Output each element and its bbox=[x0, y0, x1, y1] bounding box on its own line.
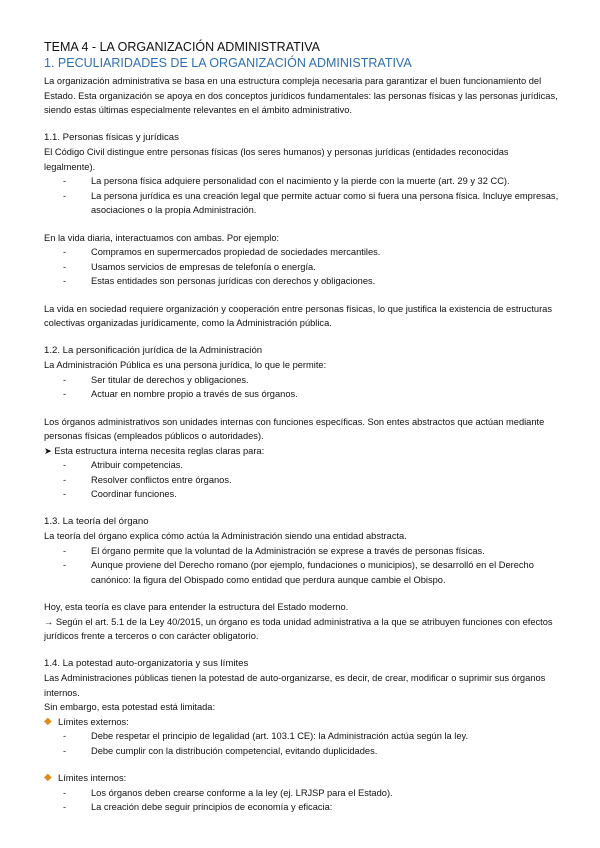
subsection-heading-1-2: 1.2. La personificación jurídica de la Administración bbox=[44, 344, 263, 356]
list-item: - Resolver conflictos entre órganos. bbox=[63, 474, 232, 485]
intro-line-3: siendo estas últimas especialmente relevantes en el ámbito administrativo. bbox=[44, 105, 352, 115]
paragraph: La teoría del órgano explica cómo actúa la Administración siendo una entidad abstracta. bbox=[44, 531, 407, 541]
paragraph: En la vida diaria, interactuamos con ambas. Por ejemplo: bbox=[44, 232, 280, 243]
paragraph: colectivas organizadas jurídicamente, como la Administración pública. bbox=[44, 318, 332, 328]
paragraph: → Según el art. 5.1 de la Ley 40/2015, un órgano es toda unidad administrativa a la que se atribuyen funciones con efectos bbox=[44, 616, 553, 627]
list-item: - Debe respetar el principio de legalidad (art. 103.1 CE): la Administración actúa según la ley. bbox=[63, 731, 469, 741]
list bbox=[44, 373, 560, 402]
list bbox=[44, 458, 560, 502]
list-item: - El órgano permite que la voluntad de la Administración se exprese a través de personas físicas. bbox=[63, 545, 485, 556]
list bbox=[44, 174, 560, 218]
list-item: ◆ Límites externos: bbox=[44, 715, 560, 730]
list-item: - La persona física adquiere personalidad con el nacimiento y la pierde con la muerte (art. 29 y 32 CC). bbox=[63, 176, 510, 186]
paragraph: jurídicos frente a terceros o con carácter obligatorio. bbox=[44, 631, 259, 641]
document-title: TEMA 4 - LA ORGANIZACIÓN ADMINISTRATIVA bbox=[44, 40, 320, 54]
list bbox=[44, 729, 560, 758]
intro-line-2: Estado. Esta organización se apoya en dos conceptos jurídicos fundamentales: las personas físicas y las personas jurídicas, bbox=[44, 90, 558, 101]
list-item: - Los órganos deben crearse conforme a la ley (ej. LRJSP para el Estado). bbox=[63, 787, 393, 798]
arrow-note: ➤ Esta estructura interna necesita reglas claras para: bbox=[44, 445, 265, 456]
limits-list bbox=[44, 715, 560, 730]
list-item: ◆ Límites internos: bbox=[44, 771, 560, 786]
subsection-heading-1-1: 1.1. Personas físicas y jurídicas bbox=[44, 131, 179, 143]
subsection-heading-1-3: 1.3. La teoría del órgano bbox=[44, 515, 149, 527]
list-item: - Estas entidades son personas jurídicas con derechos y obligaciones. bbox=[63, 276, 376, 286]
section-heading-1: 1. PECULIARIDADES DE LA ORGANIZACIÓN ADMINISTRATIVA bbox=[44, 56, 412, 70]
list-item: - Aunque proviene del Derecho romano (por ejemplo, fundaciones o municipios), se desarrolló en el Derecho bbox=[63, 560, 534, 570]
list-item: - La creación debe seguir principios de economía y eficacia: bbox=[63, 802, 333, 812]
list bbox=[44, 245, 560, 289]
paragraph: Hoy, esta teoría es clave para entender la estructura del Estado moderno. bbox=[44, 602, 349, 612]
paragraph: Las Administraciones públicas tienen la potestad de auto-organizarse, es decir, de crear, modificar o suprimir sus órganos bbox=[44, 673, 546, 683]
paragraph: El Código Civil distingue entre personas físicas (los seres humanos) y personas jurídicas (entidades reconocidas legalmente). bbox=[44, 147, 509, 172]
paragraph: Los órganos administrativos son unidades internas con funciones específicas. Son entes abstractos que actúan mediante bbox=[44, 416, 545, 427]
list-item: - Coordinar funciones. bbox=[63, 489, 177, 499]
list-item: - Compramos en supermercados propiedad de sociedades mercantiles. bbox=[63, 247, 381, 257]
list-item: - Atribuir competencias. bbox=[63, 460, 183, 470]
list-item: - La persona jurídica es una creación legal que permite actuar como si fuera una persona física. Incluye empresas, bbox=[63, 190, 559, 201]
list-item: - Actuar en nombre propio a través de sus órganos. bbox=[63, 389, 298, 399]
subsection-heading-1-4: 1.4. La potestad auto-organizatoria y sus límites bbox=[44, 657, 249, 669]
list-item: - Debe cumplir con la distribución competencial, evitando duplicidades. bbox=[63, 745, 378, 756]
paragraph: La vida en sociedad requiere organización y cooperación entre personas físicas, lo que justifica la existencia de estructuras bbox=[44, 303, 553, 314]
paragraph: internos. bbox=[44, 687, 80, 698]
document-page bbox=[44, 40, 560, 815]
list-item-continuation: asociaciones o la propia Administración. bbox=[91, 205, 257, 215]
diamond-bullet-icon: ◆ bbox=[44, 715, 52, 727]
intro-line-1: La organización administrativa se basa en una estructura compleja necesaria para garantizar el buen funcionamiento del bbox=[44, 76, 542, 86]
list-item: - Ser titular de derechos y obligaciones. bbox=[63, 374, 249, 385]
paragraph: La Administración Pública es una persona jurídica, lo que le permite: bbox=[44, 360, 327, 370]
list bbox=[44, 544, 560, 588]
list-item-continuation: canónico: la figura del Obispado como entidad que perdura aunque cambie el Obispo. bbox=[91, 574, 446, 585]
paragraph: Sin embargo, esta potestad está limitada: bbox=[44, 702, 216, 712]
diamond-bullet-icon: ◆ bbox=[44, 772, 52, 783]
list-item: - Usamos servicios de empresas de telefonía o energía. bbox=[63, 261, 316, 272]
list bbox=[44, 786, 560, 815]
limits-list bbox=[44, 771, 560, 786]
paragraph: personas físicas (empleados públicos o autoridades). bbox=[44, 431, 264, 441]
